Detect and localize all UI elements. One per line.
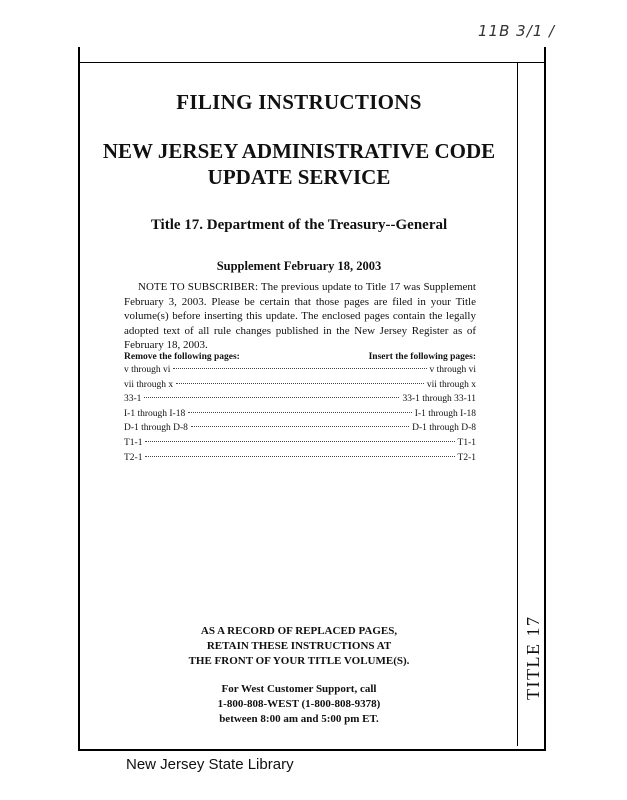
- record-line: RETAIN THESE INSTRUCTIONS AT: [206, 640, 392, 652]
- spine-label: TITLE 17: [523, 615, 543, 700]
- remove-pages: v through vi: [124, 365, 171, 375]
- dot-leader: [145, 441, 454, 442]
- remove-pages: I-1 through I-18: [124, 408, 186, 419]
- table-row: [124, 394, 476, 409]
- insert-pages: D-1 through D-8: [412, 423, 476, 434]
- table-row: [124, 380, 476, 395]
- insert-pages: T2-1: [457, 452, 476, 463]
- support-hours: between 8:00 am and 5:00 pm ET.: [219, 713, 379, 725]
- spine-divider: [517, 62, 518, 746]
- remove-pages: T1-1: [124, 437, 143, 448]
- insert-pages: v through vi: [429, 365, 476, 375]
- subscriber-note: NOTE TO SUBSCRIBER: The previous update to Title 17 was Supplement February 3, 2003. Please be certain that those pages are filed in your Title volume(s) before inserting this update. The enclosed pages contain the legally adopted text of all rule changes published in the New Jersey Register as of February 18, 2003.: [124, 281, 476, 351]
- insert-pages: T1-1: [457, 437, 476, 448]
- insert-pages: 33-1 through 33-11: [402, 394, 476, 405]
- dot-leader: [191, 426, 409, 427]
- record-line: THE FRONT OF YOUR TITLE VOLUME(S).: [188, 655, 410, 667]
- document-subtitle: [82, 138, 516, 190]
- table-row: [124, 365, 476, 380]
- subtitle-line-2: UPDATE SERVICE: [207, 165, 391, 189]
- dot-leader: [188, 412, 412, 413]
- document-title: FILING INSTRUCTIONS: [176, 90, 422, 114]
- customer-support: [82, 682, 516, 727]
- table-header: [124, 352, 476, 362]
- remove-pages: D-1 through D-8: [124, 423, 188, 434]
- supplement-date: Supplement February 18, 2003: [216, 259, 382, 273]
- table-row: [124, 409, 476, 424]
- remove-pages: T2-1: [124, 452, 143, 463]
- insert-pages: vii through x: [426, 379, 476, 390]
- subtitle-line-1: NEW JERSEY ADMINISTRATIVE CODE: [102, 139, 496, 163]
- table-row: [124, 423, 476, 438]
- remove-header: Remove the following pages:: [124, 352, 240, 362]
- support-phone: 1-800-808-WEST (1-800-808-9378): [217, 698, 381, 710]
- dot-leader: [173, 368, 426, 369]
- handwritten-note: 11B 3/1 /: [478, 22, 556, 40]
- record-line: AS A RECORD OF REPLACED PAGES,: [200, 625, 398, 637]
- pages-table: [124, 352, 476, 467]
- insert-header: Insert the following pages:: [368, 352, 476, 362]
- document-body: [82, 62, 516, 746]
- library-stamp: New Jersey State Library: [126, 756, 294, 773]
- dot-leader: [145, 456, 454, 457]
- insert-pages: I-1 through I-18: [414, 408, 476, 419]
- record-instructions: [82, 624, 516, 669]
- support-line: For West Customer Support, call: [221, 683, 377, 695]
- dot-leader: [176, 383, 424, 384]
- table-row: [124, 438, 476, 453]
- title-heading: Title 17. Department of the Treasury--General: [150, 217, 448, 233]
- remove-pages: 33-1: [124, 394, 142, 405]
- remove-pages: vii through x: [124, 379, 174, 390]
- table-row: [124, 453, 476, 468]
- dot-leader: [144, 397, 399, 398]
